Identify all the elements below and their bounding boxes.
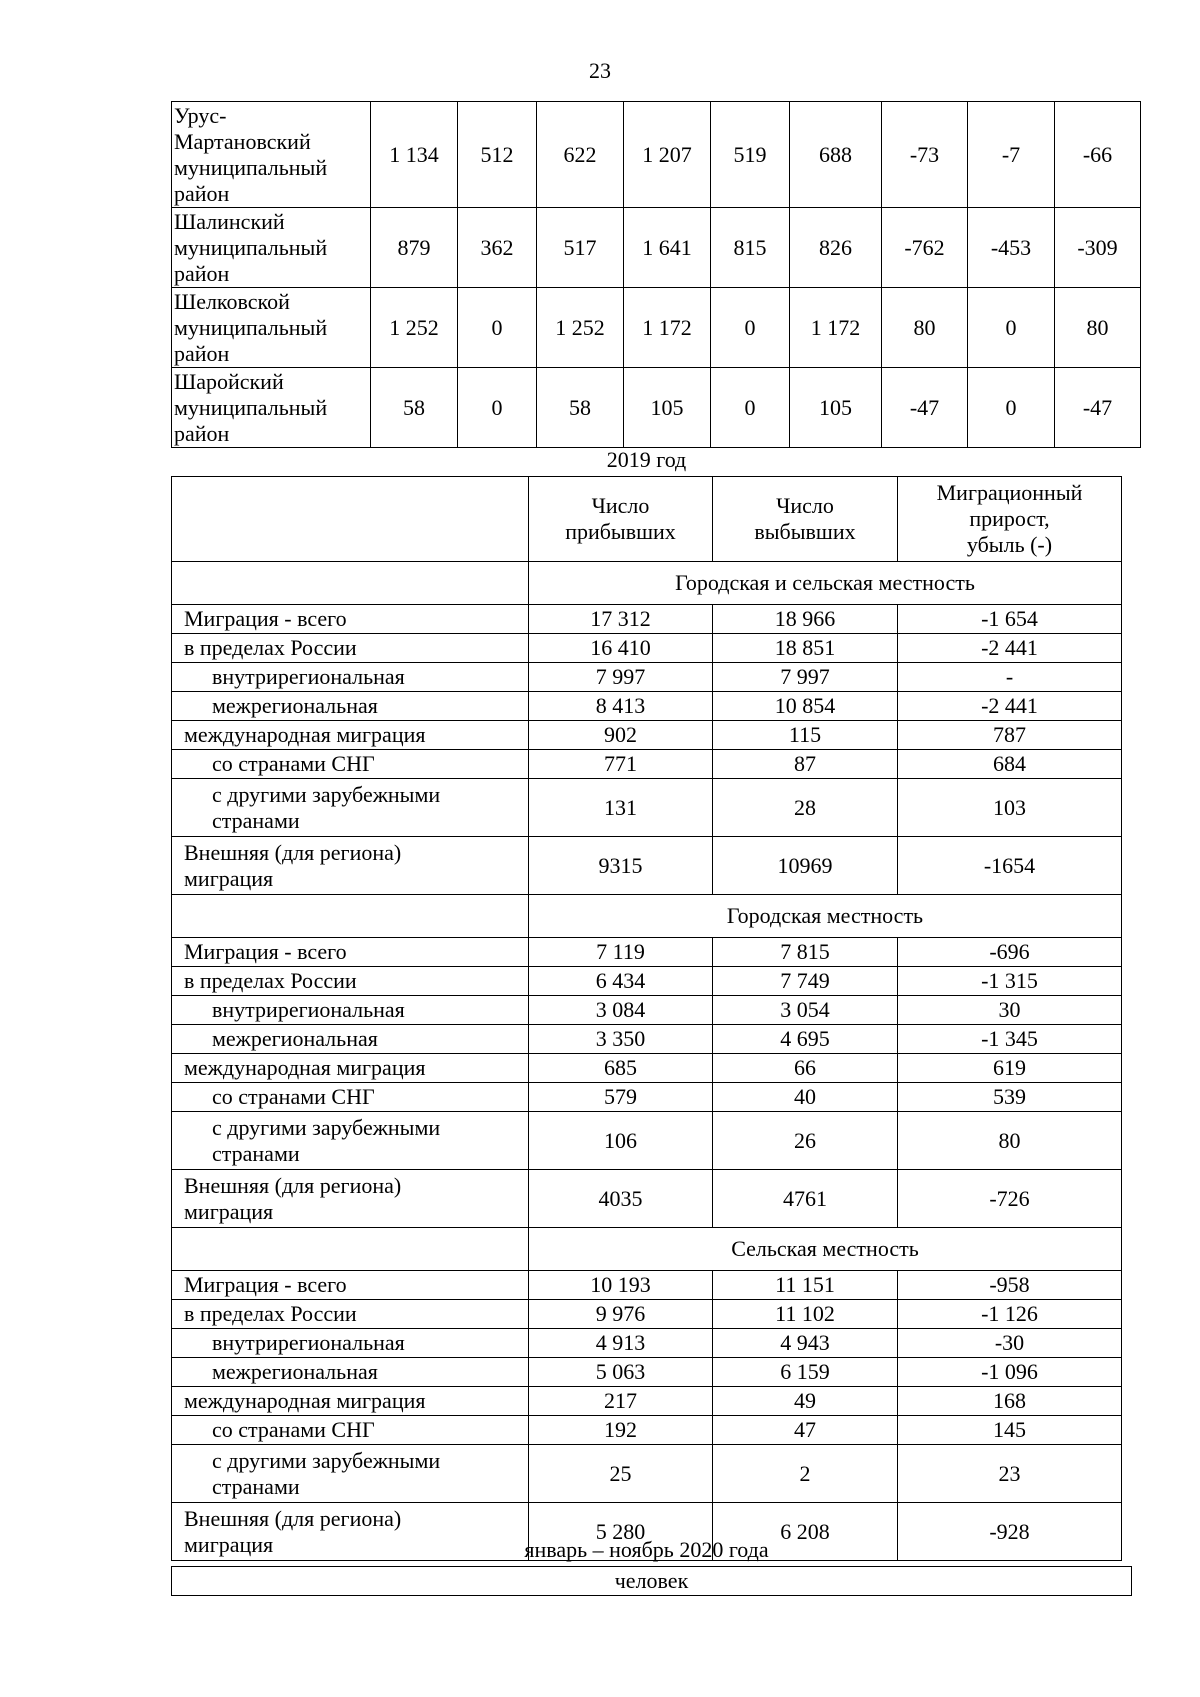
- row-label: [172, 1083, 529, 1112]
- row-value-cell: -2 441: [898, 692, 1122, 721]
- row-value-cell: 131: [529, 779, 713, 837]
- row-value-cell: 7 119: [529, 938, 713, 967]
- table-row: [172, 967, 1122, 996]
- section-empty-cell: [172, 562, 529, 605]
- row-value-cell: 4035: [529, 1170, 713, 1228]
- row-label: [172, 967, 529, 996]
- district-value-cell: 517: [537, 208, 624, 288]
- district-value-cell: 1 252: [537, 288, 624, 368]
- district-value-cell: 519: [711, 102, 790, 208]
- row-label: [172, 750, 529, 779]
- row-label-line: с другими зарубежными: [212, 1447, 441, 1473]
- table-row: [172, 750, 1122, 779]
- row-value-cell: 2: [713, 1445, 898, 1503]
- section-empty-cell: [172, 1228, 529, 1271]
- row-label: [172, 938, 529, 967]
- table-row: [172, 1083, 1122, 1112]
- table-row: [172, 837, 1122, 895]
- table-row: [172, 634, 1122, 663]
- row-value-cell: 5 063: [529, 1358, 713, 1387]
- table-row: [172, 1329, 1122, 1358]
- district-value-cell: 362: [458, 208, 537, 288]
- row-value-cell: 16 410: [529, 634, 713, 663]
- district-value-cell: 622: [537, 102, 624, 208]
- header-growth-line: прирост,: [969, 506, 1050, 531]
- row-label: [172, 1170, 529, 1228]
- row-value-cell: -696: [898, 938, 1122, 967]
- row-label-line: со странами СНГ: [212, 1084, 375, 1109]
- row-value-cell: 17 312: [529, 605, 713, 634]
- district-value-cell: 80: [882, 288, 968, 368]
- row-value-cell: 6 434: [529, 967, 713, 996]
- row-value-cell: 579: [529, 1083, 713, 1112]
- district-value-cell: 80: [1055, 288, 1141, 368]
- row-value-cell: 115: [713, 721, 898, 750]
- row-value-cell: 192: [529, 1416, 713, 1445]
- row-label-line: Внешняя (для региона): [184, 1172, 402, 1198]
- row-label-line: со странами СНГ: [212, 1417, 375, 1442]
- district-migration-table: [171, 101, 1141, 448]
- district-value-cell: 0: [711, 368, 790, 448]
- district-value-cell: -47: [1055, 368, 1141, 448]
- unit-label: человек: [172, 1567, 1132, 1596]
- row-label-line: межрегиональная: [212, 693, 378, 718]
- row-value-cell: 7 749: [713, 967, 898, 996]
- row-value-cell: 10 854: [713, 692, 898, 721]
- row-label: [172, 605, 529, 634]
- header-arrived-line: Число: [591, 493, 650, 518]
- row-value-cell: 771: [529, 750, 713, 779]
- row-label-line: странами: [212, 1473, 300, 1499]
- row-label: [172, 1329, 529, 1358]
- row-label-line: Миграция - всего: [184, 1272, 347, 1297]
- row-value-cell: 23: [898, 1445, 1122, 1503]
- row-value-cell: 87: [713, 750, 898, 779]
- row-label: [172, 1112, 529, 1170]
- district-name-line: муниципальный: [174, 234, 328, 260]
- table-row: [172, 1300, 1122, 1329]
- row-label: [172, 1416, 529, 1445]
- row-value-cell: 9 976: [529, 1300, 713, 1329]
- district-value-cell: 1 134: [371, 102, 458, 208]
- district-value-cell: 1 172: [624, 288, 711, 368]
- row-value-cell: 40: [713, 1083, 898, 1112]
- table-row: [172, 1387, 1122, 1416]
- row-label-line: в пределах России: [184, 635, 357, 660]
- row-label: [172, 1358, 529, 1387]
- row-value-cell: 4 695: [713, 1025, 898, 1054]
- row-value-cell: -2 441: [898, 634, 1122, 663]
- row-value-cell: 4 943: [713, 1329, 898, 1358]
- row-value-cell: 6 208: [713, 1503, 898, 1561]
- unit-table: [171, 1566, 1132, 1596]
- row-label-line: межрегиональная: [212, 1359, 378, 1384]
- header-growth-line: Миграционный: [936, 480, 1083, 505]
- section-title-row: [172, 895, 1122, 938]
- row-label: [172, 1445, 529, 1503]
- district-name-line: Шалинский: [174, 208, 285, 234]
- row-value-cell: 106: [529, 1112, 713, 1170]
- header-departed-line: Число: [776, 493, 834, 518]
- row-label-line: миграция: [184, 1531, 274, 1557]
- row-label-line: странами: [212, 1140, 300, 1166]
- row-value-cell: 3 084: [529, 996, 713, 1025]
- district-value-cell: 1 641: [624, 208, 711, 288]
- row-label: [172, 1054, 529, 1083]
- district-name-line: муниципальный: [174, 154, 328, 180]
- district-name-line: Мартановский: [174, 128, 311, 154]
- row-value-cell: 168: [898, 1387, 1122, 1416]
- row-value-cell: 145: [898, 1416, 1122, 1445]
- row-value-cell: 9315: [529, 837, 713, 895]
- district-name: [172, 102, 371, 208]
- row-value-cell: 30: [898, 996, 1122, 1025]
- row-label: [172, 837, 529, 895]
- table-row: [172, 663, 1122, 692]
- row-value-cell: 619: [898, 1054, 1122, 1083]
- row-value-cell: 539: [898, 1083, 1122, 1112]
- row-value-cell: 80: [898, 1112, 1122, 1170]
- row-label-line: внутрирегиональная: [212, 664, 405, 689]
- district-name: [172, 288, 371, 368]
- row-value-cell: 7 997: [713, 663, 898, 692]
- row-label-line: со странами СНГ: [212, 751, 375, 776]
- header-row: [172, 477, 1122, 562]
- row-value-cell: 3 350: [529, 1025, 713, 1054]
- table-row: [172, 1271, 1122, 1300]
- table-row: [172, 692, 1122, 721]
- row-label: [172, 996, 529, 1025]
- header-growth: [898, 477, 1122, 562]
- row-label-line: странами: [212, 807, 300, 833]
- header-departed-line: выбывших: [754, 519, 856, 544]
- header-departed: [713, 477, 898, 562]
- row-label-line: международная миграция: [184, 722, 426, 747]
- row-label: [172, 779, 529, 837]
- row-label-line: внутрирегиональная: [212, 1330, 405, 1355]
- row-value-cell: 787: [898, 721, 1122, 750]
- row-value-cell: 18 851: [713, 634, 898, 663]
- district-value-cell: 1 252: [371, 288, 458, 368]
- row-value-cell: 7 997: [529, 663, 713, 692]
- row-value-cell: 28: [713, 779, 898, 837]
- row-label: [172, 1300, 529, 1329]
- district-value-cell: 512: [458, 102, 537, 208]
- district-value-cell: -453: [968, 208, 1055, 288]
- row-label-line: межрегиональная: [212, 1026, 378, 1051]
- section-title: Сельская местность: [529, 1228, 1122, 1271]
- period-2020-caption: январь – ноябрь 2020 года: [524, 1537, 769, 1562]
- row-label-line: Внешняя (для региона): [184, 1505, 402, 1531]
- row-value-cell: 217: [529, 1387, 713, 1416]
- row-value-cell: 684: [898, 750, 1122, 779]
- district-value-cell: 58: [371, 368, 458, 448]
- row-value-cell: 6 159: [713, 1358, 898, 1387]
- row-value-cell: -1 096: [898, 1358, 1122, 1387]
- row-value-cell: 11 102: [713, 1300, 898, 1329]
- district-name-line: район: [174, 420, 230, 446]
- row-label-line: в пределах России: [184, 968, 357, 993]
- row-value-cell: 10 193: [529, 1271, 713, 1300]
- row-value-cell: 8 413: [529, 692, 713, 721]
- header-arrived-line: прибывших: [565, 519, 676, 544]
- row-value-cell: 5 280: [529, 1503, 713, 1561]
- table-row: [172, 1358, 1122, 1387]
- district-value-cell: 0: [458, 288, 537, 368]
- district-value-cell: -7: [968, 102, 1055, 208]
- row-value-cell: -: [898, 663, 1122, 692]
- district-name: [172, 368, 371, 448]
- row-label: [172, 1025, 529, 1054]
- district-row: [172, 208, 1141, 288]
- section-title: Городская местность: [529, 895, 1122, 938]
- district-name-line: район: [174, 260, 230, 286]
- row-label-line: Миграция - всего: [184, 606, 347, 631]
- district-name-line: район: [174, 340, 230, 366]
- row-label-line: Внешняя (для региона): [184, 839, 402, 865]
- district-value-cell: -309: [1055, 208, 1141, 288]
- row-value-cell: 3 054: [713, 996, 898, 1025]
- section-empty-cell: [172, 895, 529, 938]
- row-label: [172, 663, 529, 692]
- row-value-cell: 103: [898, 779, 1122, 837]
- table-row: [172, 1445, 1122, 1503]
- district-name-line: Урус-: [174, 102, 227, 128]
- row-label: [172, 721, 529, 750]
- row-label-line: с другими зарубежными: [212, 1114, 441, 1140]
- row-value-cell: 66: [713, 1054, 898, 1083]
- district-value-cell: 0: [711, 288, 790, 368]
- table-row: [172, 1054, 1122, 1083]
- district-value-cell: 58: [537, 368, 624, 448]
- district-name-line: Шелковской: [174, 288, 290, 314]
- page-number: 23: [589, 58, 611, 83]
- row-value-cell: 26: [713, 1112, 898, 1170]
- district-value-cell: 105: [790, 368, 882, 448]
- row-value-cell: -1 315: [898, 967, 1122, 996]
- district-value-cell: 815: [711, 208, 790, 288]
- district-name-line: Шаройский: [174, 368, 284, 394]
- row-value-cell: -1 345: [898, 1025, 1122, 1054]
- row-value-cell: 902: [529, 721, 713, 750]
- row-label: [172, 634, 529, 663]
- district-value-cell: 0: [458, 368, 537, 448]
- district-name: [172, 208, 371, 288]
- table-row: [172, 1170, 1122, 1228]
- district-value-cell: 0: [968, 288, 1055, 368]
- district-value-cell: 826: [790, 208, 882, 288]
- table-row: [172, 1112, 1122, 1170]
- row-value-cell: 685: [529, 1054, 713, 1083]
- row-label-line: внутрирегиональная: [212, 997, 405, 1022]
- header-empty-cell: [172, 477, 529, 562]
- row-value-cell: 18 966: [713, 605, 898, 634]
- row-value-cell: 25: [529, 1445, 713, 1503]
- year-2019-caption: 2019 год: [606, 447, 687, 472]
- row-label-line: миграция: [184, 1198, 274, 1224]
- section-title-row: [172, 1228, 1122, 1271]
- row-label-line: международная миграция: [184, 1388, 426, 1413]
- district-row: [172, 368, 1141, 448]
- row-label-line: с другими зарубежными: [212, 781, 441, 807]
- section-title-row: [172, 562, 1122, 605]
- row-value-cell: 4 913: [529, 1329, 713, 1358]
- table-row: [172, 605, 1122, 634]
- table-row: [172, 938, 1122, 967]
- row-label: [172, 1271, 529, 1300]
- table-row: [172, 779, 1122, 837]
- district-value-cell: -66: [1055, 102, 1141, 208]
- district-value-cell: 1 207: [624, 102, 711, 208]
- table-row: [172, 1025, 1122, 1054]
- row-label-line: миграция: [184, 865, 274, 891]
- row-label-line: Миграция - всего: [184, 939, 347, 964]
- row-value-cell: -1 654: [898, 605, 1122, 634]
- district-name-line: муниципальный: [174, 314, 328, 340]
- district-value-cell: 105: [624, 368, 711, 448]
- row-value-cell: 11 151: [713, 1271, 898, 1300]
- row-value-cell: 47: [713, 1416, 898, 1445]
- row-value-cell: -726: [898, 1170, 1122, 1228]
- district-row: [172, 102, 1141, 208]
- district-value-cell: 879: [371, 208, 458, 288]
- district-value-cell: -762: [882, 208, 968, 288]
- table-row: [172, 1416, 1122, 1445]
- row-value-cell: 49: [713, 1387, 898, 1416]
- district-name-line: район: [174, 180, 230, 206]
- row-label: [172, 1387, 529, 1416]
- district-value-cell: 0: [968, 368, 1055, 448]
- district-value-cell: -73: [882, 102, 968, 208]
- row-value-cell: -1 126: [898, 1300, 1122, 1329]
- row-value-cell: -958: [898, 1271, 1122, 1300]
- row-value-cell: -928: [898, 1503, 1122, 1561]
- header-growth-line: убыль (-): [966, 532, 1053, 557]
- migration-2019-table: [171, 476, 1122, 1561]
- row-value-cell: 4761: [713, 1170, 898, 1228]
- district-value-cell: 688: [790, 102, 882, 208]
- row-label-line: в пределах России: [184, 1301, 357, 1326]
- table-row: [172, 721, 1122, 750]
- row-value-cell: -1654: [898, 837, 1122, 895]
- district-value-cell: 1 172: [790, 288, 882, 368]
- row-label: [172, 692, 529, 721]
- district-row: [172, 288, 1141, 368]
- district-value-cell: -47: [882, 368, 968, 448]
- row-value-cell: -30: [898, 1329, 1122, 1358]
- row-value-cell: 7 815: [713, 938, 898, 967]
- district-name-line: муниципальный: [174, 394, 328, 420]
- header-arrived: [529, 477, 713, 562]
- row-value-cell: 10969: [713, 837, 898, 895]
- table-row: [172, 996, 1122, 1025]
- row-label-line: международная миграция: [184, 1055, 426, 1080]
- section-title: Городская и сельская местность: [529, 562, 1122, 605]
